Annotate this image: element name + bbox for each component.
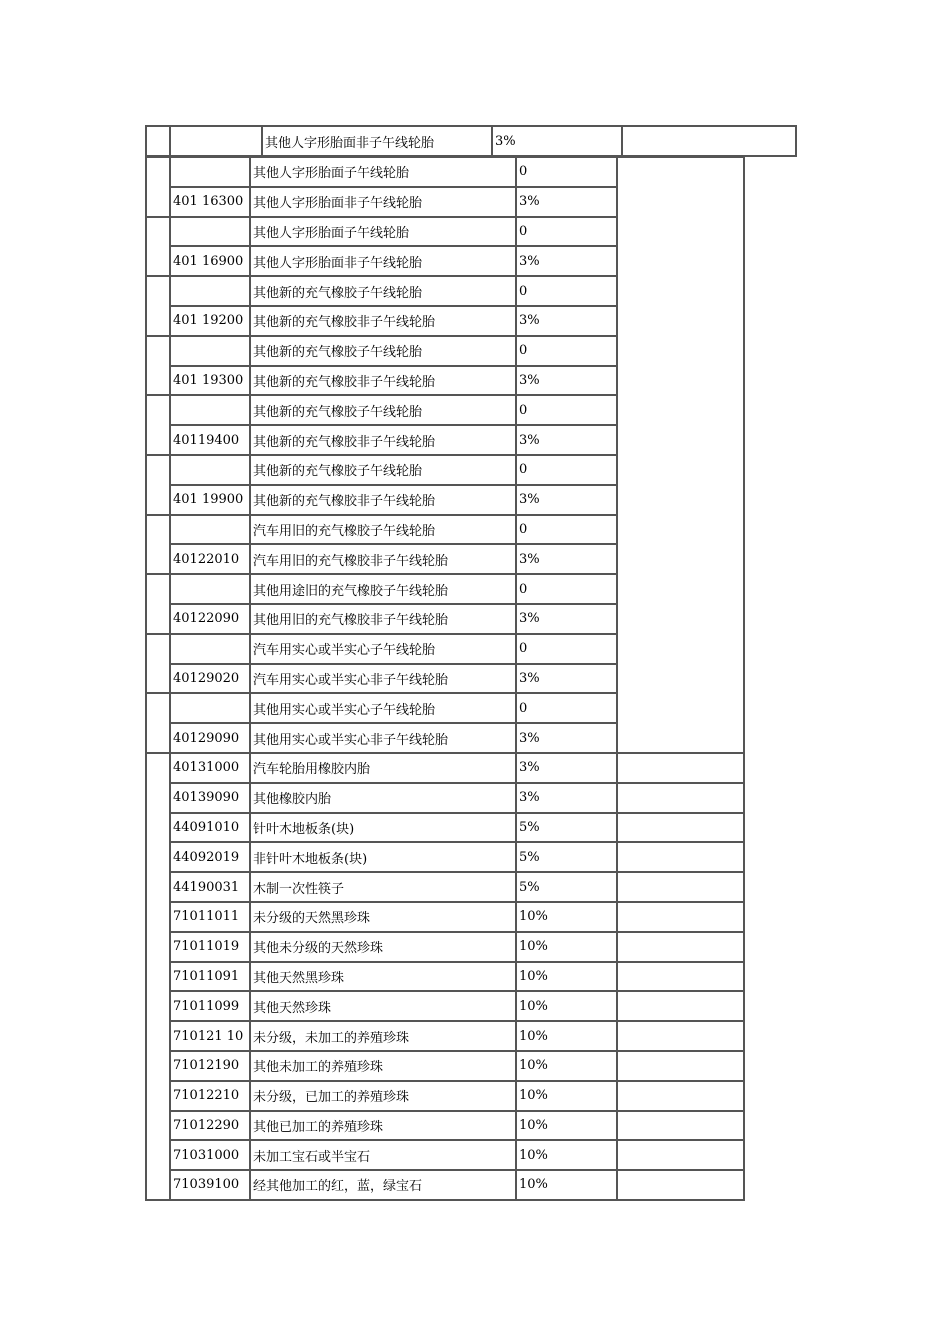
rate-cell: 0 [516, 395, 617, 425]
rate-cell: 10% [516, 932, 617, 962]
table-row [146, 1140, 744, 1170]
code-cell: 401 19200 [170, 306, 250, 336]
code-cell: 40122010 [170, 544, 250, 574]
rate-cell: 3% [516, 753, 617, 783]
name-cell: 其他人字形胎面子午线轮胎 [250, 157, 516, 187]
note-cell [617, 1140, 744, 1170]
code-cell [170, 157, 250, 187]
name-cell: 汽车轮胎用橡胶内胎 [250, 753, 516, 783]
code-cell: 40129020 [170, 664, 250, 694]
rate-cell: 10% [516, 962, 617, 992]
top-partial-table [145, 125, 797, 157]
name-cell: 其他新的充气橡胶非子午线轮胎 [250, 425, 516, 455]
code-cell: 44190031 [170, 872, 250, 902]
name-cell: 其他用途旧的充气橡胶子午线轮胎 [250, 574, 516, 604]
table-row [146, 932, 744, 962]
code-cell: 401 19300 [170, 366, 250, 396]
name-cell: 其他未分级的天然珍珠 [250, 932, 516, 962]
table-row [146, 1051, 744, 1081]
rate-cell: 3% [516, 306, 617, 336]
rate-cell: 0 [516, 217, 617, 247]
code-cell: 71012210 [170, 1081, 250, 1111]
rate-cell: 10% [516, 1111, 617, 1141]
code-cell [170, 455, 250, 485]
note-cell [617, 902, 744, 932]
rate-cell: 10% [516, 902, 617, 932]
note-cell [617, 1021, 744, 1051]
row-marker-cell [146, 753, 170, 1200]
rate-cell: 3% [516, 366, 617, 396]
name-cell: 其他用实心或半实心子午线轮胎 [250, 693, 516, 723]
table-row [146, 842, 744, 872]
table-row [146, 1081, 744, 1111]
name-cell: 其他天然珍珠 [250, 991, 516, 1021]
table-row [146, 1021, 744, 1051]
code-cell: 40129090 [170, 723, 250, 753]
group-marker-cell [146, 157, 170, 217]
group-marker-cell [146, 395, 170, 455]
rate-cell: 5% [516, 872, 617, 902]
name-cell: 其他未加工的养殖珍珠 [250, 1051, 516, 1081]
rate-cell: 10% [516, 1170, 617, 1200]
name-cell: 汽车用旧的充气橡胶子午线轮胎 [250, 515, 516, 545]
note-cell [617, 991, 744, 1021]
code-cell: 71031000 [170, 1140, 250, 1170]
note-cell [617, 813, 744, 843]
code-cell [170, 126, 262, 156]
group-marker-cell [146, 515, 170, 575]
name-cell: 其他人字形胎面非子午线轮胎 [262, 126, 492, 156]
code-cell: 71011091 [170, 962, 250, 992]
name-cell: 其他人字形胎面非子午线轮胎 [250, 246, 516, 276]
name-cell: 未分级的天然黑珍珠 [250, 902, 516, 932]
code-cell: 71012290 [170, 1111, 250, 1141]
table-row [146, 1111, 744, 1141]
code-cell: 71011011 [170, 902, 250, 932]
table-row [146, 157, 744, 187]
tariff-table-body [146, 157, 744, 1200]
rate-cell: 5% [516, 813, 617, 843]
name-cell: 其他人字形胎面非子午线轮胎 [250, 187, 516, 217]
rate-cell: 3% [516, 723, 617, 753]
name-cell: 非针叶木地板条(块) [250, 842, 516, 872]
name-cell: 其他用实心或半实心非子午线轮胎 [250, 723, 516, 753]
rate-cell: 3% [516, 485, 617, 515]
code-cell [170, 515, 250, 545]
code-cell [170, 217, 250, 247]
name-cell: 其他新的充气橡胶非子午线轮胎 [250, 306, 516, 336]
group-marker-cell [146, 634, 170, 694]
code-cell: 401 19900 [170, 485, 250, 515]
rate-cell: 3% [516, 664, 617, 694]
rate-cell: 0 [516, 157, 617, 187]
code-cell [170, 395, 250, 425]
name-cell: 未加工宝石或半宝石 [250, 1140, 516, 1170]
rate-cell: 3% [516, 783, 617, 813]
note-cell [617, 1051, 744, 1081]
table-row [146, 872, 744, 902]
name-cell: 针叶木地板条(块) [250, 813, 516, 843]
note-cell [617, 783, 744, 813]
name-cell: 其他新的充气橡胶子午线轮胎 [250, 395, 516, 425]
name-cell: 其他橡胶内胎 [250, 783, 516, 813]
rate-cell: 3% [516, 187, 617, 217]
name-cell: 未分级，已加工的养殖珍珠 [250, 1081, 516, 1111]
name-cell: 经其他加工的红，蓝，绿宝石 [250, 1170, 516, 1200]
rate-cell: 10% [516, 1021, 617, 1051]
table-row [146, 1170, 744, 1200]
note-cell [617, 753, 744, 783]
table-row [146, 783, 744, 813]
group-marker-cell [146, 693, 170, 753]
code-cell [170, 336, 250, 366]
group-marker-cell [146, 574, 170, 634]
rate-cell: 3% [516, 425, 617, 455]
code-cell [170, 574, 250, 604]
name-cell: 其他新的充气橡胶子午线轮胎 [250, 455, 516, 485]
note-cell [617, 1170, 744, 1200]
note-cell [617, 962, 744, 992]
group-marker-cell [146, 336, 170, 396]
name-cell: 汽车用实心或半实心子午线轮胎 [250, 634, 516, 664]
note-cell [617, 842, 744, 872]
tariff-table [145, 156, 745, 1201]
table-row [146, 902, 744, 932]
rate-cell: 0 [516, 634, 617, 664]
code-cell: 40122090 [170, 604, 250, 634]
rate-cell: 10% [516, 991, 617, 1021]
group-marker-cell [146, 217, 170, 277]
row-marker-cell [146, 126, 170, 156]
rate-cell: 10% [516, 1081, 617, 1111]
name-cell: 其他新的充气橡胶子午线轮胎 [250, 336, 516, 366]
note-cell [617, 932, 744, 962]
code-cell: 44091010 [170, 813, 250, 843]
table-row [146, 813, 744, 843]
name-cell: 其他人字形胎面子午线轮胎 [250, 217, 516, 247]
rate-cell: 3% [516, 544, 617, 574]
rate-cell: 10% [516, 1140, 617, 1170]
rate-cell: 0 [516, 455, 617, 485]
note-cell [617, 872, 744, 902]
code-cell: 710121 10 [170, 1021, 250, 1051]
name-cell: 未分级，未加工的养殖珍珠 [250, 1021, 516, 1051]
code-cell: 40139090 [170, 783, 250, 813]
name-cell: 汽车用实心或半实心非子午线轮胎 [250, 664, 516, 694]
rate-cell: 5% [516, 842, 617, 872]
code-cell [170, 276, 250, 306]
code-cell: 401 16300 [170, 187, 250, 217]
code-cell: 71011019 [170, 932, 250, 962]
name-cell: 木制一次性筷子 [250, 872, 516, 902]
table-row [146, 991, 744, 1021]
code-cell [170, 693, 250, 723]
note-cell [617, 157, 744, 753]
name-cell: 其他新的充气橡胶子午线轮胎 [250, 276, 516, 306]
note-cell [622, 126, 796, 156]
note-cell [617, 1081, 744, 1111]
group-marker-cell [146, 276, 170, 336]
group-marker-cell [146, 455, 170, 515]
code-cell: 44092019 [170, 842, 250, 872]
name-cell: 汽车用旧的充气橡胶非子午线轮胎 [250, 544, 516, 574]
name-cell: 其他天然黑珍珠 [250, 962, 516, 992]
rate-cell: 3% [516, 604, 617, 634]
code-cell: 71011099 [170, 991, 250, 1021]
code-cell: 71012190 [170, 1051, 250, 1081]
code-cell: 401 16900 [170, 246, 250, 276]
rate-cell: 3% [492, 126, 622, 156]
rate-cell: 0 [516, 574, 617, 604]
rate-cell: 10% [516, 1051, 617, 1081]
name-cell: 其他新的充气橡胶非子午线轮胎 [250, 485, 516, 515]
rate-cell: 3% [516, 246, 617, 276]
code-cell: 40131000 [170, 753, 250, 783]
code-cell [170, 634, 250, 664]
name-cell: 其他新的充气橡胶非子午线轮胎 [250, 366, 516, 396]
name-cell: 其他用旧的充气橡胶非子午线轮胎 [250, 604, 516, 634]
table-row [146, 126, 796, 156]
code-cell: 40119400 [170, 425, 250, 455]
note-cell [617, 1111, 744, 1141]
name-cell: 其他已加工的养殖珍珠 [250, 1111, 516, 1141]
rate-cell: 0 [516, 693, 617, 723]
rate-cell: 0 [516, 276, 617, 306]
rate-cell: 0 [516, 515, 617, 545]
code-cell: 71039100 [170, 1170, 250, 1200]
table-row [146, 962, 744, 992]
table-row [146, 753, 744, 783]
rate-cell: 0 [516, 336, 617, 366]
